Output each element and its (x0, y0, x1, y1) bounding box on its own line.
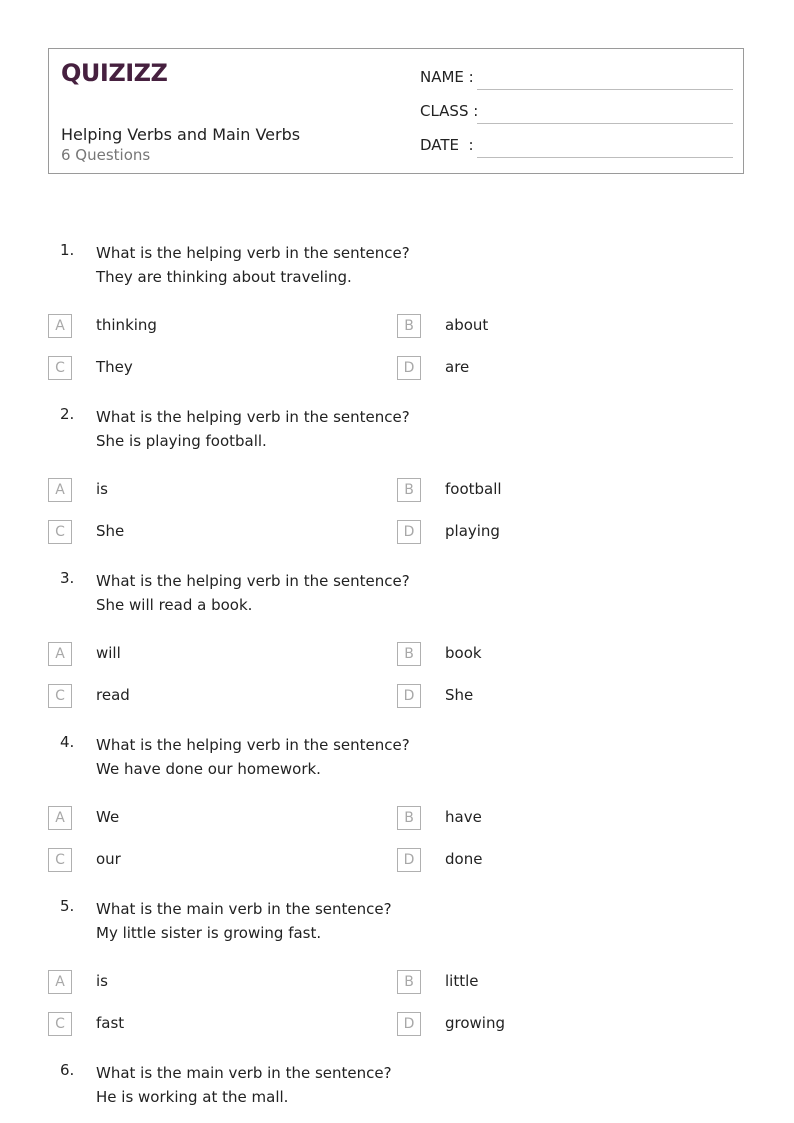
question-sentence: He is working at the mall. (96, 1088, 289, 1106)
option-text: is (96, 972, 108, 990)
question-text: What is the helping verb in the sentence? (96, 572, 410, 590)
option-letter-box[interactable]: D (397, 684, 421, 708)
quizizz-logo: QUIZIZZ (61, 59, 168, 87)
answer-option-c[interactable] (48, 356, 348, 380)
question-number: 2. (60, 405, 75, 423)
option-text: thinking (96, 316, 157, 334)
option-letter-box[interactable]: A (48, 642, 72, 666)
option-letter-box[interactable]: C (48, 684, 72, 708)
option-letter-box[interactable]: B (397, 314, 421, 338)
question-prompt (96, 897, 392, 945)
option-letter-box[interactable]: C (48, 1012, 72, 1036)
answer-option-d[interactable] (397, 848, 697, 872)
date-line[interactable] (477, 157, 733, 158)
question-text: What is the helping verb in the sentence? (96, 244, 410, 262)
option-letter-box[interactable]: B (397, 642, 421, 666)
question-text: What is the helping verb in the sentence? (96, 736, 410, 754)
option-letter-box[interactable]: A (48, 970, 72, 994)
class-label: CLASS : (420, 102, 479, 120)
answer-option-a[interactable] (48, 314, 348, 338)
question-number: 1. (60, 241, 75, 259)
option-text: book (445, 644, 482, 662)
name-label: NAME : (420, 68, 474, 86)
option-text: about (445, 316, 489, 334)
option-letter-box[interactable]: D (397, 520, 421, 544)
option-text: is (96, 480, 108, 498)
option-text: She (96, 522, 125, 540)
question-sentence: They are thinking about traveling. (96, 268, 352, 286)
question-sentence: She is playing football. (96, 432, 267, 450)
option-text: She (445, 686, 474, 704)
answer-option-b[interactable] (397, 806, 697, 830)
class-field[interactable] (420, 100, 733, 124)
option-letter-box[interactable]: A (48, 314, 72, 338)
answer-option-b[interactable] (397, 642, 697, 666)
question-prompt (96, 405, 410, 453)
name-field[interactable] (420, 66, 733, 90)
option-text: fast (96, 1014, 125, 1032)
option-text: will (96, 644, 121, 662)
option-text: done (445, 850, 483, 868)
answer-option-a[interactable] (48, 806, 348, 830)
answer-option-a[interactable] (48, 970, 348, 994)
option-text: growing (445, 1014, 505, 1032)
answer-option-c[interactable] (48, 520, 348, 544)
question-text: What is the helping verb in the sentence? (96, 408, 410, 426)
answer-option-c[interactable] (48, 684, 348, 708)
option-text: read (96, 686, 130, 704)
question-sentence: We have done our homework. (96, 760, 321, 778)
name-line[interactable] (477, 89, 733, 90)
answer-option-b[interactable] (397, 970, 697, 994)
answer-option-d[interactable] (397, 520, 697, 544)
option-letter-box[interactable]: A (48, 478, 72, 502)
answer-option-a[interactable] (48, 478, 348, 502)
question-number: 5. (60, 897, 75, 915)
option-letter-box[interactable]: D (397, 848, 421, 872)
option-text: football (445, 480, 502, 498)
option-text: playing (445, 522, 500, 540)
question-prompt (96, 733, 410, 781)
question-number: 6. (60, 1061, 75, 1079)
question-number: 4. (60, 733, 75, 751)
worksheet-title: Helping Verbs and Main Verbs (61, 125, 301, 144)
answer-option-b[interactable] (397, 314, 697, 338)
question-count: 6 Questions (61, 146, 151, 164)
option-letter-box[interactable]: D (397, 1012, 421, 1036)
answer-option-d[interactable] (397, 356, 697, 380)
option-text: are (445, 358, 470, 376)
answer-option-c[interactable] (48, 1012, 348, 1036)
option-letter-box[interactable]: A (48, 806, 72, 830)
date-field[interactable] (420, 134, 733, 158)
question-number: 3. (60, 569, 75, 587)
option-text: little (445, 972, 479, 990)
option-letter-box[interactable]: B (397, 970, 421, 994)
option-text: We (96, 808, 120, 826)
question-sentence: She will read a book. (96, 596, 253, 614)
option-letter-box[interactable]: B (397, 478, 421, 502)
option-text: our (96, 850, 121, 868)
question-text: What is the main verb in the sentence? (96, 1064, 392, 1082)
answer-option-b[interactable] (397, 478, 697, 502)
option-text: have (445, 808, 482, 826)
option-letter-box[interactable]: C (48, 520, 72, 544)
option-letter-box[interactable]: C (48, 356, 72, 380)
answer-option-a[interactable] (48, 642, 348, 666)
answer-option-c[interactable] (48, 848, 348, 872)
option-text: They (96, 358, 133, 376)
question-prompt (96, 569, 410, 617)
option-letter-box[interactable]: B (397, 806, 421, 830)
question-prompt (96, 241, 410, 289)
worksheet-header (48, 48, 744, 174)
question-text: What is the main verb in the sentence? (96, 900, 392, 918)
class-line[interactable] (477, 123, 733, 124)
answer-option-d[interactable] (397, 1012, 697, 1036)
question-prompt (96, 1061, 392, 1109)
option-letter-box[interactable]: C (48, 848, 72, 872)
question-sentence: My little sister is growing fast. (96, 924, 322, 942)
answer-option-d[interactable] (397, 684, 697, 708)
date-label: DATE : (420, 136, 474, 154)
option-letter-box[interactable]: D (397, 356, 421, 380)
